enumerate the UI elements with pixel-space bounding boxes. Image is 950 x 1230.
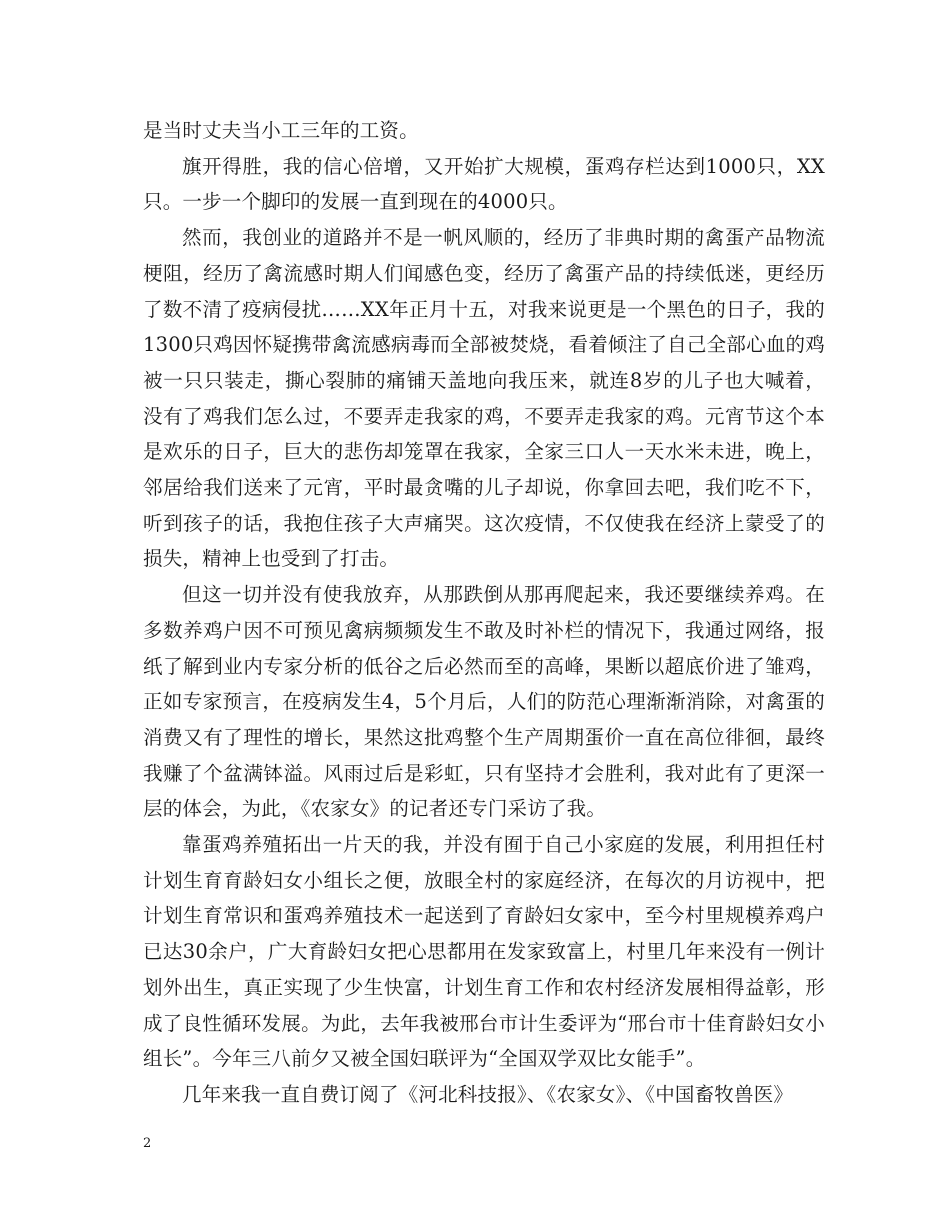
paragraph: 然而，我创业的道路并不是一帆风顺的，经历了非典时期的禽蛋产品物流梗阻，经历了禽流感时期人们闻感色变，经历了禽蛋产品的持续低迷，更经历了数不清了疫病侵扰……XX年正月十五，对我来说更是一个黑色的日子，我的1300只鸡因怀疑携带禽流感病毒而全部被焚烧，看着倾注了自己全部心血的鸡被一只只装走，撕心裂肺的痛铺天盖地向我压来，就连8岁的儿子也大喊着，没有了鸡我们怎么过，不要弄走我家的鸡，不要弄走我家的鸡。元宵节这个本是欢乐的日子，巨大的悲伤却笼罩在我家，全家三口人一天水米未进，晚上，邻居给我们送来了元宵，平时最贪嘴的儿子却说，你拿回去吧，我们吃不下，听到孩子的话，我抱住孩子大声痛哭。这次疫情，不仅使我在经济上蒙受了的损失，精神上也受到了打击。 — [143, 226, 825, 571]
page-number: 2 — [143, 1136, 152, 1151]
paragraph: 但这一切并没有使我放弃，从那跌倒从那再爬起来，我还要继续养鸡。在多数养鸡户因不可预见禽病频频发生不敢及时补栏的情况下，我通过网络，报纸了解到业内专家分析的低谷之后必然而至的高峰，果断以超底价进了雏鸡，正如专家预言，在疫病发生4，5个月后，人们的防范心理渐渐消除，对禽蛋的消费又有了理性的增长，果然这批鸡整个生产周期蛋价一直在高位徘徊，最终我赚了个盆满钵溢。风雨过后是彩虹，只有坚持才会胜利，我对此有了更深一层的体会，为此，《农家女》的记者还专门采访了我。 — [143, 583, 825, 821]
paragraph: 是当时丈夫当小工三年的工资。 — [143, 119, 419, 142]
paragraph: 几年来我一直自费订阅了《河北科技报》、《农家女》、《中国畜牧兽医》 — [182, 1082, 794, 1106]
body-text — [143, 113, 825, 1113]
paragraph: 旗开得胜，我的信心倍增，又开始扩大规模，蛋鸡存栏达到1000只，XX只。一步一个脚印的发展一直到现在的4000只。 — [143, 154, 825, 214]
paragraph: 靠蛋鸡养殖拓出一片天的我，并没有囿于自己小家庭的发展，利用担任村计划生育育龄妇女小组长之便，放眼全村的家庭经济，在每次的月访视中，把计划生育常识和蛋鸡养殖技术一起送到了育龄妇女家中，至今村里规模养鸡户已达30余户，广大育龄妇女把心思都用在发家致富上，村里几年来没有一例计划外出生，真正实现了少生快富，计划生育工作和农村经济发展相得益彰，形成了良性循环发展。为此，去年我被邢台市计生委评为“邢台市十佳育龄妇女小组长”。今年三八前夕又被全国妇联评为“全国双学双比女能手”。 — [143, 833, 825, 1071]
